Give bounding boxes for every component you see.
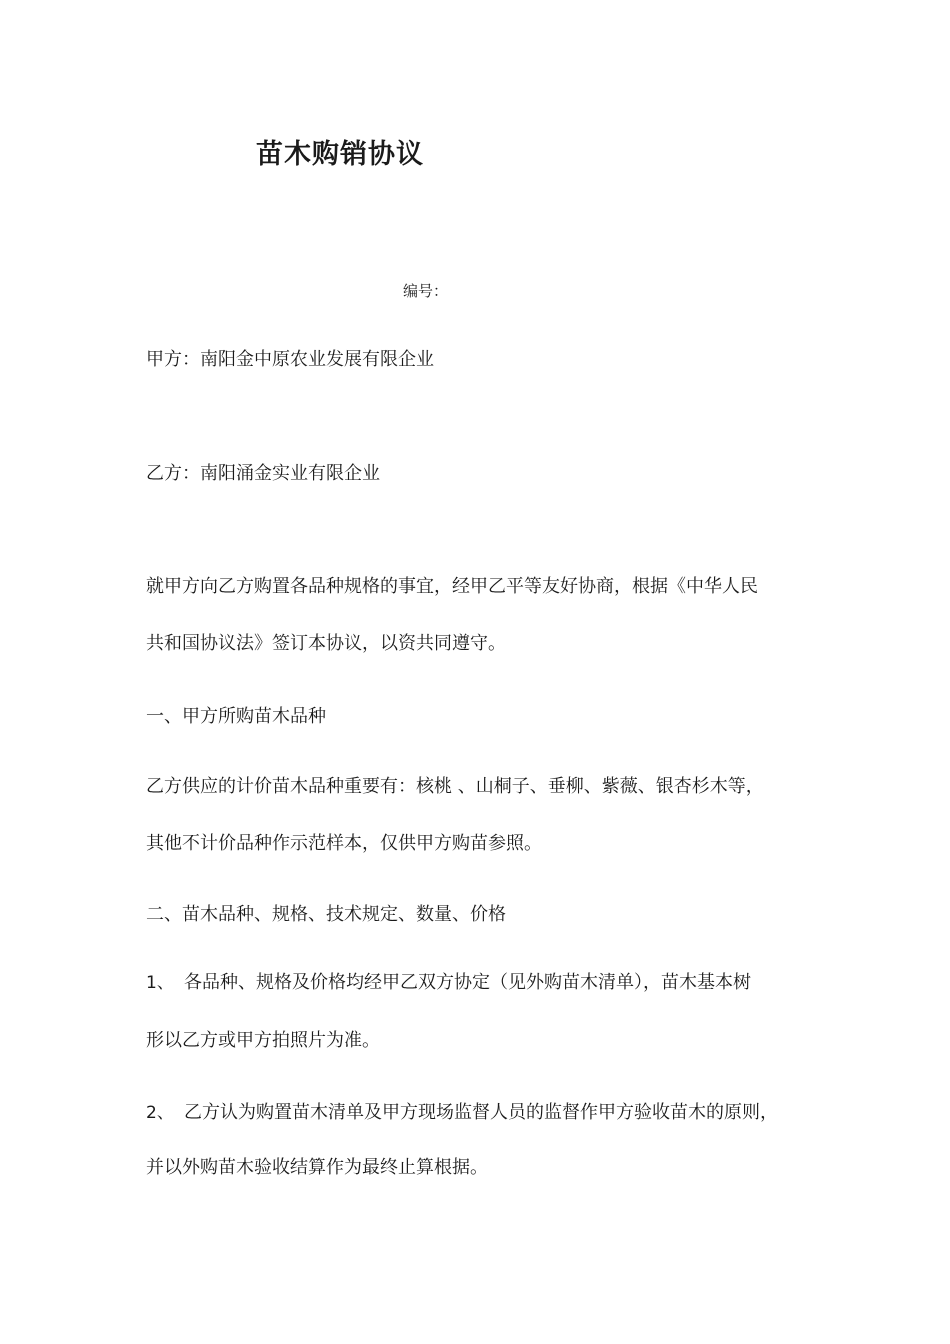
party-b-line: 乙方：南阳涌金实业有限企业 — [146, 463, 380, 484]
document-title: 苗木购销协议 — [256, 139, 424, 170]
section-2-heading: 二、苗木品种、规格、技术规定、数量、价格 — [146, 904, 506, 925]
section-1-heading: 一、甲方所购苗木品种 — [146, 706, 326, 727]
intro-paragraph-line-2: 共和国协议法》签订本协议，以资共同遵守。 — [146, 633, 506, 654]
intro-paragraph-line-1: 就甲方向乙方购置各品种规格的事宜，经甲乙平等友好协商，根据《中华人民 — [146, 576, 758, 597]
party-a-line: 甲方：南阳金中原农业发展有限企业 — [146, 349, 434, 370]
item-1-line-2: 形以乙方或甲方拍照片为准。 — [146, 1030, 380, 1051]
section-1-line-2: 其他不计价品种作示范样本，仅供甲方购苗参照。 — [146, 833, 542, 854]
item-2-number: 2、 — [146, 1103, 174, 1123]
item-2-text: 乙方认为购置苗木清单及甲方现场监督人员的监督作甲方验收苗木的原则， — [184, 1102, 778, 1123]
item-2-line-1 — [146, 1101, 778, 1125]
item-2-line-2: 并以外购苗木验收结算作为最终止算根据。 — [146, 1157, 488, 1178]
serial-number-label: 编号： — [403, 282, 449, 300]
item-1-text: 各品种、规格及价格均经甲乙双方协定（见外购苗木清单），苗木基本树 — [184, 972, 751, 993]
section-1-line-1: 乙方供应的计价苗木品种重要有：核桃 、山桐子、垂柳、紫薇、银杏杉木等， — [146, 776, 764, 797]
item-1-number: 1、 — [146, 973, 174, 993]
item-1-line-1 — [146, 971, 751, 995]
